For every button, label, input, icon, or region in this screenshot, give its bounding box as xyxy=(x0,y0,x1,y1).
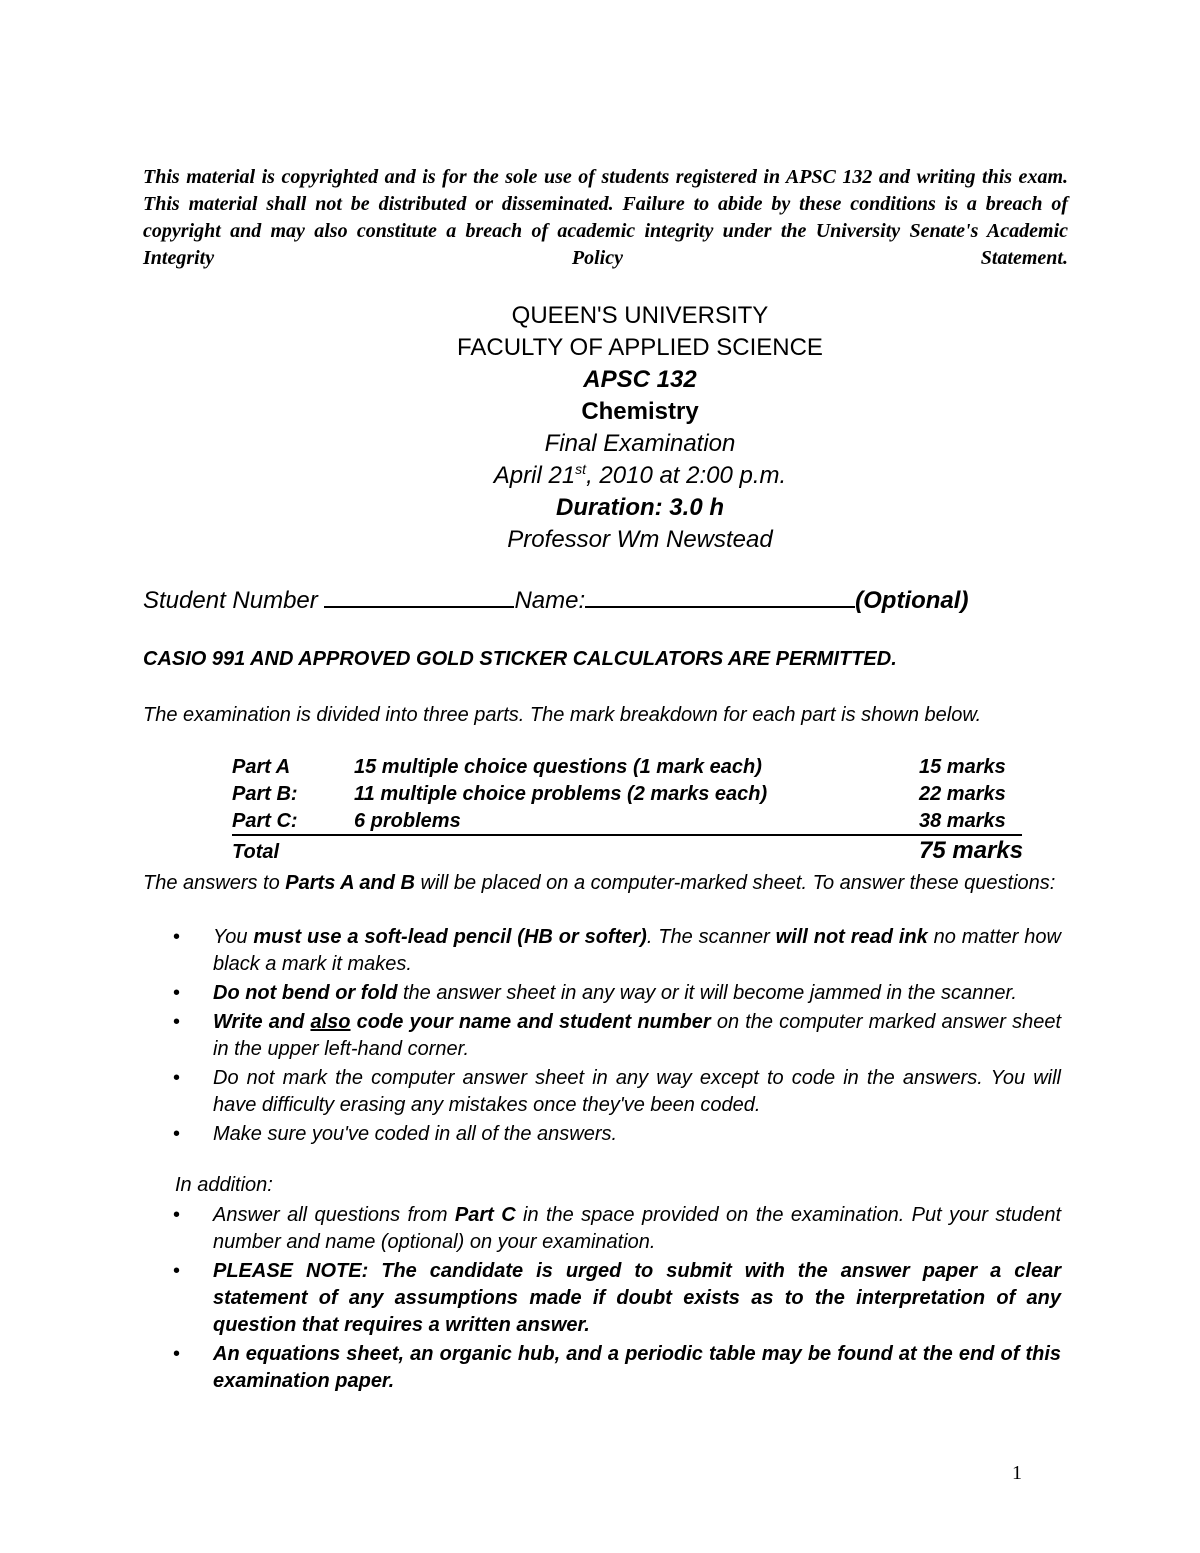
part-description: 11 multiple choice problems (2 marks each) xyxy=(354,783,768,805)
list-item xyxy=(173,1009,1061,1063)
table-row xyxy=(232,810,1042,837)
instruction-emphasis: An equations sheet, an organic hub, and a periodic table may be found at the end of this examination paper. xyxy=(213,1343,1061,1392)
student-number-blank[interactable] xyxy=(324,584,514,608)
instruction-text: Answer all questions from xyxy=(213,1204,455,1226)
total-label: Total xyxy=(232,841,280,863)
exam-date-prefix: April 21 xyxy=(493,462,576,489)
exam-type: Final Examination xyxy=(544,430,736,457)
list-item xyxy=(173,980,1061,1007)
instruction-text: Do not mark the computer answer sheet in any way except to code in the answers. You will have difficulty erasing any mistakes once they've been coded. xyxy=(213,1067,1061,1116)
university-name: QUEEN'S UNIVERSITY xyxy=(511,302,769,329)
list-item xyxy=(173,1341,1061,1395)
part-marks: 38 marks xyxy=(919,810,1006,832)
optional-label: (Optional) xyxy=(855,587,969,614)
bullet-icon: • xyxy=(173,1011,181,1033)
calculator-notice: CASIO 991 AND APPROVED GOLD STICKER CALCULATORS ARE PERMITTED. xyxy=(143,648,897,670)
answers-intro-post: will be placed on a computer-marked sheet. To answer these questions: xyxy=(414,872,1056,894)
instruction-text: . The scanner xyxy=(646,926,776,948)
table-divider xyxy=(232,834,1022,836)
exam-date xyxy=(140,460,1140,492)
exam-intro: The examination is divided into three parts. The mark breakdown for each part is shown below. xyxy=(143,704,982,726)
bullet-icon: • xyxy=(173,1343,181,1365)
professor-name: Professor Wm Newstead xyxy=(507,526,773,553)
copyright-notice: This material is copyrighted and is for the sole use of students registered in APSC 132 and writing this exam. This material shall not be distributed or disseminated. Failure to abide by these conditions is a breach of copyright and may also constitute a breach of academic integrity under the University Senate's Academic Integrity Policy Statement. xyxy=(143,166,1068,269)
instruction-text: in the space provided on the examination. Put your student number and name (optional) on your examination. xyxy=(213,1204,1061,1253)
page-number: 1 xyxy=(1012,1462,1022,1484)
name-label: Name: xyxy=(514,587,586,614)
total-marks: 75 marks xyxy=(919,837,1024,864)
instruction-emphasis: PLEASE NOTE: The candidate is urged to submit with the answer paper a clear statement of any assumptions made if doubt exists as to the interpretation of any question that requires a written answer. xyxy=(213,1260,1061,1336)
part-label: Part B: xyxy=(232,783,298,805)
part-label: Part A xyxy=(232,756,291,778)
list-item xyxy=(173,1202,1061,1256)
instruction-text: Make sure you've coded in all of the answers. xyxy=(213,1123,618,1145)
in-addition-label: In addition: xyxy=(175,1174,273,1196)
student-number-label: Student Number xyxy=(143,587,318,614)
instruction-emphasis: must use a soft-lead pencil (HB or softer) xyxy=(253,926,647,948)
name-blank[interactable] xyxy=(585,584,855,608)
course-code: APSC 132 xyxy=(583,366,697,393)
table-row xyxy=(232,756,1042,783)
answers-intro xyxy=(143,870,1061,897)
faculty-name: FACULTY OF APPLIED SCIENCE xyxy=(457,334,823,361)
part-description: 6 problems xyxy=(354,810,461,832)
answer-sheet-instructions xyxy=(173,924,1061,1150)
exam-date-ordinal: st xyxy=(575,461,587,477)
answers-intro-bold: Parts A and B xyxy=(285,872,415,894)
instruction-emphasis: Write and xyxy=(213,1011,311,1033)
bullet-icon: • xyxy=(173,926,181,948)
part-marks: 15 marks xyxy=(919,756,1006,778)
total-row xyxy=(232,837,1042,869)
instruction-emphasis: code your name and student number xyxy=(350,1011,711,1033)
answers-intro-pre: The answers to xyxy=(143,872,286,894)
instruction-text: the answer sheet in any way or it will become jammed in the scanner. xyxy=(397,982,1017,1004)
exam-duration: Duration: 3.0 h xyxy=(555,494,724,521)
instruction-text: no matter how black a mark it makes. xyxy=(213,926,1061,975)
list-item xyxy=(173,1121,1061,1148)
bullet-icon: • xyxy=(173,1260,181,1282)
student-info-line xyxy=(143,584,968,615)
instruction-underlined: also xyxy=(310,1011,351,1033)
part-label: Part C: xyxy=(232,810,298,832)
exam-date-suffix: , 2010 at 2:00 p.m. xyxy=(586,462,787,489)
part-marks: 22 marks xyxy=(919,783,1006,805)
bullet-icon: • xyxy=(173,1123,181,1145)
instruction-text: on the computer marked answer sheet in the upper left-hand corner. xyxy=(213,1011,1061,1060)
bullet-icon: • xyxy=(173,1067,181,1089)
list-item xyxy=(173,1065,1061,1119)
bullet-icon: • xyxy=(173,982,181,1004)
instruction-emphasis: Part C xyxy=(454,1204,516,1226)
list-item xyxy=(173,1258,1061,1339)
instruction-text: You xyxy=(213,926,254,948)
course-subject: Chemistry xyxy=(581,398,699,425)
mark-breakdown-table xyxy=(232,756,1042,869)
table-row xyxy=(232,783,1042,810)
additional-instructions xyxy=(173,1202,1061,1397)
instruction-emphasis: Do not bend or fold xyxy=(213,982,398,1004)
part-description: 15 multiple choice questions (1 mark each) xyxy=(354,756,762,778)
list-item xyxy=(173,924,1061,978)
instruction-emphasis: will not read ink xyxy=(775,926,928,948)
bullet-icon: • xyxy=(173,1204,181,1226)
title-block xyxy=(140,300,1140,556)
